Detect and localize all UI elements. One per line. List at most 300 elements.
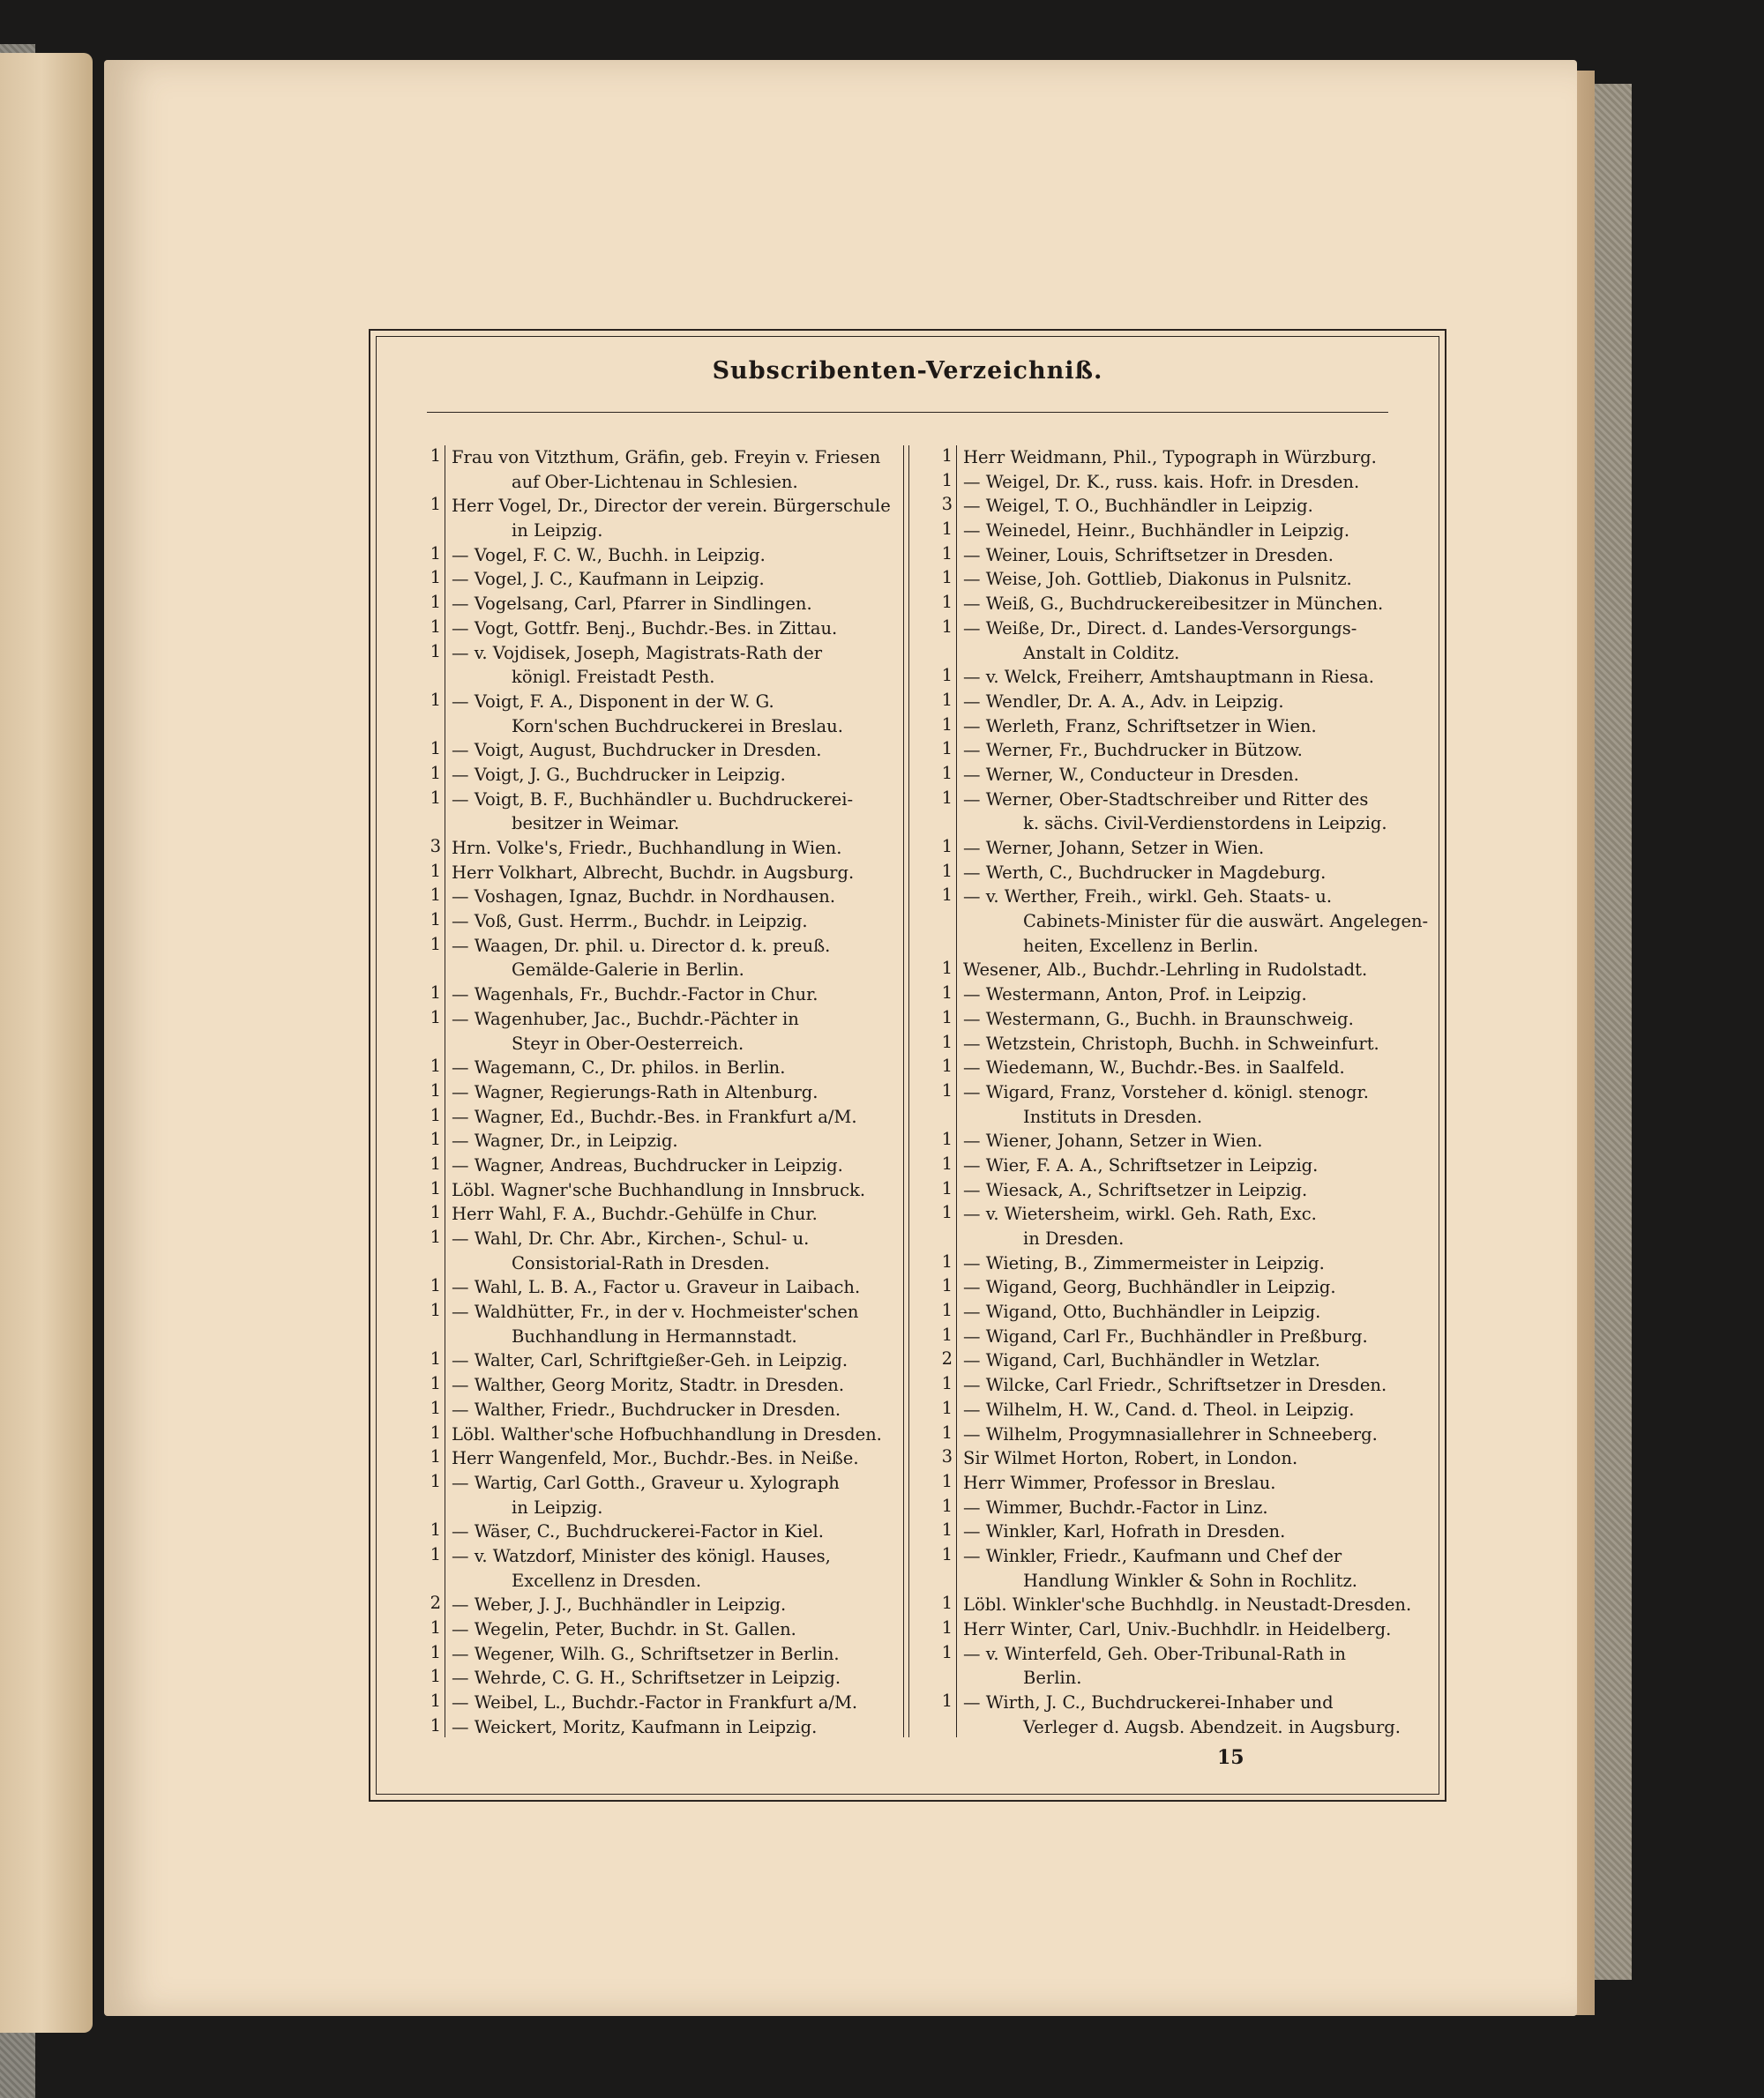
subscriber-text xyxy=(441,1275,875,1300)
subscriber-entry xyxy=(416,885,875,909)
entry-line: — Weickert, Moritz, Kaufmann in Leipzig. xyxy=(452,1716,818,1737)
subscriber-entry xyxy=(928,1300,1404,1325)
subscriber-entry xyxy=(416,1105,875,1130)
subscriber-entry xyxy=(416,1227,875,1275)
copies-count: 1 xyxy=(430,616,441,637)
entry-line: — Wilcke, Carl Friedr., Schriftsetzer in Dresden. xyxy=(963,1375,1387,1396)
entry-line: Herr Winter, Carl, Univ.-Buchhdlr. in Heidelberg. xyxy=(963,1619,1392,1639)
copies-count: 1 xyxy=(430,1714,441,1736)
subscriber-entry xyxy=(928,1251,1404,1276)
copies-count: 1 xyxy=(941,1153,953,1174)
entry-line: — Werner, W., Conducteur in Dresden. xyxy=(963,764,1299,785)
subscriber-text xyxy=(441,1666,875,1691)
subscriber-text xyxy=(441,1373,875,1398)
subscriber-text xyxy=(441,1080,875,1105)
subscriber-entry xyxy=(416,982,875,1007)
subscriber-entry xyxy=(928,1056,1404,1080)
subscriber-text xyxy=(953,1178,1404,1203)
subscriber-text xyxy=(953,1032,1404,1056)
subscriber-entry xyxy=(928,1544,1404,1593)
copies-count: 1 xyxy=(430,1104,441,1125)
copies-count: 1 xyxy=(430,1153,441,1174)
subscriber-text xyxy=(441,1544,875,1593)
entry-line: — Vogel, F. C. W., Buchh. in Leipzig. xyxy=(452,544,766,565)
subscriber-text xyxy=(441,982,875,1007)
subscriber-entry xyxy=(416,1519,875,1544)
subscriber-entry xyxy=(928,1129,1404,1154)
subscriber-entry xyxy=(928,1398,1404,1422)
subscriber-entry xyxy=(928,1348,1404,1373)
entry-continuation-line: Buchhandlung in Hermannstadt. xyxy=(512,1325,797,1347)
entry-line: — Winkler, Karl, Hofrath in Dresden. xyxy=(963,1521,1286,1542)
copies-count: 1 xyxy=(941,1495,953,1516)
subscriber-text xyxy=(441,641,875,690)
subscriber-text xyxy=(953,738,1404,763)
copies-count: 1 xyxy=(430,738,441,759)
entry-line: — v. Welck, Freiherr, Amtshauptmann in Riesa. xyxy=(963,667,1374,688)
subscriber-entry xyxy=(928,494,1404,519)
entry-line: — Walter, Carl, Schriftgießer-Geh. in Leipzig. xyxy=(452,1350,848,1371)
column-divider-rule-2 xyxy=(908,445,909,1737)
copies-count: 1 xyxy=(430,1300,441,1321)
entry-line: — Wirth, J. C., Buchdruckerei-Inhaber und xyxy=(963,1692,1334,1713)
copies-count: 1 xyxy=(430,1422,441,1443)
subscriber-entry xyxy=(416,1544,875,1593)
subscriber-entry xyxy=(416,1007,875,1056)
copies-count: 1 xyxy=(941,469,953,490)
entry-continuation-line: Anstalt in Colditz. xyxy=(1023,642,1180,663)
subscriber-text xyxy=(953,1007,1404,1032)
entry-line: Hrn. Volke's, Friedr., Buchhandlung in Wien. xyxy=(452,838,842,858)
copies-count: 1 xyxy=(941,592,953,613)
subscriber-text xyxy=(441,1715,875,1740)
copies-count: 1 xyxy=(941,885,953,906)
entry-line: — Wagner, Regierungs-Rath in Altenburg. xyxy=(452,1081,818,1102)
subscriber-entry xyxy=(928,665,1404,690)
subscriber-entry xyxy=(928,567,1404,592)
subscriber-entry xyxy=(928,1496,1404,1520)
subscriber-entry xyxy=(928,1519,1404,1544)
subscriber-entry xyxy=(928,861,1404,885)
copies-count: 1 xyxy=(941,836,953,856)
entry-line: Sir Wilmet Horton, Robert, in London. xyxy=(963,1448,1298,1469)
subscriber-entry xyxy=(928,836,1404,861)
subscriber-text xyxy=(953,494,1404,519)
subscriber-text xyxy=(953,1691,1404,1739)
subscriber-text xyxy=(441,1227,875,1275)
subscriber-entry xyxy=(416,445,881,494)
entry-line: — Wilhelm, Progymnasiallehrer in Schneeberg. xyxy=(963,1423,1378,1445)
subscriber-text xyxy=(441,567,875,592)
entry-continuation-line: k. sächs. Civil-Verdienstordens in Leipzig. xyxy=(1023,813,1387,834)
subscriber-text xyxy=(953,1617,1404,1642)
entry-line: — Wagner, Dr., in Leipzig. xyxy=(452,1131,678,1152)
copies-count: 1 xyxy=(430,1348,441,1370)
entry-line: — Weibel, L., Buchdr.-Factor in Frankfurt a/M. xyxy=(452,1692,858,1713)
entry-line: — Werner, Johann, Setzer in Wien. xyxy=(963,838,1265,858)
subscriber-text xyxy=(441,1007,875,1056)
subscriber-entry xyxy=(416,616,875,641)
subscriber-entry xyxy=(416,788,875,836)
entry-line: — Voigt, J. G., Buchdrucker in Leipzig. xyxy=(452,764,786,785)
entry-line: — Vogt, Gottfr. Benj., Buchdr.-Bes. in Zittau. xyxy=(452,617,838,638)
subscriber-text xyxy=(441,934,875,982)
copies-count: 1 xyxy=(430,445,441,466)
subscriber-text xyxy=(441,763,875,788)
entry-continuation-line: in Leipzig. xyxy=(512,1497,603,1518)
copies-count: 1 xyxy=(941,1031,953,1052)
copies-count: 1 xyxy=(430,762,441,783)
copies-count: 2 xyxy=(430,1593,441,1614)
subscriber-entry xyxy=(928,1617,1404,1642)
entry-line: — Wetzstein, Christoph, Buchh. in Schweinfurt. xyxy=(963,1033,1379,1054)
subscriber-text xyxy=(441,738,875,763)
page-title: Subscribenten-Verzeichniß. xyxy=(712,357,1103,385)
subscriber-text xyxy=(441,1348,875,1373)
subscriber-text xyxy=(953,1373,1404,1398)
subscriber-entry xyxy=(416,543,875,568)
copies-count: 1 xyxy=(941,519,953,540)
copies-count: 1 xyxy=(430,933,441,954)
copies-count: 1 xyxy=(941,1275,953,1296)
copies-count: 1 xyxy=(430,494,441,515)
copies-count: 1 xyxy=(430,1691,441,1712)
subscriber-entry xyxy=(416,1300,875,1348)
copies-count: 2 xyxy=(941,1348,953,1370)
subscriber-entry xyxy=(928,788,1404,836)
entry-line: — Wagner, Ed., Buchdr.-Bes. in Frankfurt a/M. xyxy=(452,1106,857,1127)
subscriber-text xyxy=(953,1080,1404,1129)
subscriber-text xyxy=(953,788,1404,836)
page-number: 15 xyxy=(1217,1746,1245,1769)
copies-count: 1 xyxy=(941,738,953,759)
subscriber-text xyxy=(441,616,875,641)
subscriber-text xyxy=(441,592,875,616)
subscriber-entry xyxy=(416,494,891,542)
entry-line: — Walther, Friedr., Buchdrucker in Dresden. xyxy=(452,1399,841,1420)
copies-count: 1 xyxy=(941,1422,953,1443)
subscriber-text xyxy=(953,1251,1404,1276)
copies-count: 1 xyxy=(430,1079,441,1101)
subscriber-entry xyxy=(928,885,1429,958)
entry-line: — Vogelsang, Carl, Pfarrer in Sindlingen. xyxy=(452,594,812,615)
entry-line: — Werner, Fr., Buchdrucker in Bützow. xyxy=(963,740,1303,761)
subscriber-text xyxy=(441,1202,875,1227)
subscriber-text xyxy=(953,861,1404,885)
subscriber-text xyxy=(953,836,1404,861)
entry-line: — Wagemann, C., Dr. philos. in Berlin. xyxy=(452,1057,786,1079)
copies-count: 1 xyxy=(941,1373,953,1394)
entry-line: Wesener, Alb., Buchdr.-Lehrling in Rudolstadt. xyxy=(963,959,1368,981)
entry-line: — Wiener, Johann, Setzer in Wien. xyxy=(963,1131,1263,1152)
entry-continuation-line: heiten, Excellenz in Berlin. xyxy=(1023,935,1259,956)
text-frame xyxy=(369,329,1446,1802)
copies-count: 1 xyxy=(941,787,953,808)
entry-line: — Wartig, Carl Gotth., Graveur u. Xylograph xyxy=(452,1472,840,1493)
subscriber-text xyxy=(441,1642,875,1667)
subscriber-column-left xyxy=(416,445,891,1739)
entry-line: — v. Werther, Freih., wirkl. Geh. Staats- u. xyxy=(963,886,1333,907)
subscriber-entry xyxy=(416,836,875,861)
subscriber-text xyxy=(953,1398,1404,1422)
copies-count: 1 xyxy=(430,1617,441,1638)
copies-count: 1 xyxy=(941,1324,953,1345)
subscriber-text xyxy=(953,1129,1404,1154)
copies-count: 1 xyxy=(430,689,441,710)
entry-line: — Wigand, Carl, Buchhändler in Wetzlar. xyxy=(963,1350,1320,1371)
subscriber-text xyxy=(953,1544,1404,1593)
subscriber-text xyxy=(953,1642,1404,1691)
copies-count: 1 xyxy=(941,1177,953,1198)
subscriber-text xyxy=(953,1519,1404,1544)
subscriber-entry xyxy=(928,543,1404,568)
subscriber-text xyxy=(441,1105,875,1130)
subscriber-entry xyxy=(928,958,1404,982)
subscriber-text xyxy=(953,1300,1404,1325)
subscriber-text xyxy=(953,690,1404,714)
entry-continuation-line: in Dresden. xyxy=(1023,1228,1125,1249)
copies-count: 3 xyxy=(430,836,441,856)
entry-line: — Weiße, Dr., Direct. d. Landes-Versorgungs- xyxy=(963,617,1357,638)
entry-line: — Wehrde, C. G. H., Schriftsetzer in Leipzig. xyxy=(452,1668,841,1689)
subscriber-entry xyxy=(416,1642,875,1667)
subscriber-text xyxy=(441,1300,875,1348)
copies-count: 1 xyxy=(430,787,441,808)
copies-count: 1 xyxy=(430,1006,441,1027)
copies-count: 1 xyxy=(941,958,953,979)
subscriber-text xyxy=(441,543,875,568)
entry-continuation-line: Instituts in Dresden. xyxy=(1023,1106,1203,1127)
copies-count: 1 xyxy=(941,1079,953,1101)
copies-count: 1 xyxy=(941,1202,953,1223)
entry-line: — Voß, Gust. Herrm., Buchdr. in Leipzig. xyxy=(452,911,808,932)
subscriber-entry xyxy=(416,1398,875,1422)
copies-count: 3 xyxy=(941,1446,953,1467)
subscriber-text xyxy=(441,1056,875,1080)
subscriber-text xyxy=(441,445,880,494)
copies-count: 1 xyxy=(941,1519,953,1541)
copies-count: 1 xyxy=(430,1177,441,1198)
subscriber-entry xyxy=(416,1348,875,1373)
column-divider-rule xyxy=(903,445,904,1737)
subscriber-text xyxy=(441,909,875,934)
subscriber-entry xyxy=(416,592,875,616)
subscriber-text xyxy=(953,1593,1411,1617)
subscriber-text xyxy=(953,1471,1404,1496)
copies-count: 1 xyxy=(941,982,953,1004)
entry-continuation-line: Cabinets-Minister für die auswärt. Angelegen- xyxy=(1023,911,1429,932)
subscriber-entry xyxy=(416,861,875,885)
entry-line: — Wigand, Georg, Buchhändler in Leipzig. xyxy=(963,1277,1336,1298)
subscriber-text xyxy=(953,1154,1404,1178)
entry-line: — Wegener, Wilh. G., Schriftsetzer in Berlin. xyxy=(452,1643,840,1664)
copies-count: 1 xyxy=(430,592,441,613)
subscriber-entry xyxy=(928,714,1404,739)
subscriber-entry xyxy=(416,1593,875,1617)
entry-line: — Weise, Joh. Gottlieb, Diakonus in Pulsnitz. xyxy=(963,569,1352,590)
copies-count: 1 xyxy=(941,1543,953,1564)
copies-count: 1 xyxy=(941,1129,953,1150)
subscriber-text xyxy=(953,470,1404,495)
subscriber-entry xyxy=(928,1691,1404,1739)
entry-continuation-line: besitzer in Weimar. xyxy=(512,813,680,834)
subscriber-text xyxy=(441,1178,875,1203)
subscriber-text xyxy=(953,1056,1404,1080)
entry-line: — v. Watzdorf, Minister des königl. Hauses, xyxy=(452,1545,831,1566)
copies-count: 1 xyxy=(430,1129,441,1150)
entry-line: — Wäser, C., Buchdruckerei-Factor in Kiel. xyxy=(452,1521,824,1542)
subscriber-text xyxy=(953,543,1404,568)
entry-line: — Wigard, Franz, Vorsteher d. königl. stenogr. xyxy=(963,1081,1369,1102)
entry-line: Löbl. Wagner'sche Buchhandlung in Innsbruck. xyxy=(452,1179,866,1200)
entry-continuation-line: Korn'schen Buchdruckerei in Breslau. xyxy=(512,715,843,736)
copies-count: 1 xyxy=(430,1227,441,1247)
copies-count: 1 xyxy=(430,640,441,661)
subscriber-text xyxy=(953,519,1404,543)
copies-count: 1 xyxy=(941,1397,953,1418)
subscriber-entry xyxy=(416,1715,875,1740)
subscriber-entry xyxy=(416,690,875,738)
entry-line: Löbl. Walther'sche Hofbuchhandlung in Dresden. xyxy=(452,1423,882,1445)
entry-continuation-line: Excellenz in Dresden. xyxy=(512,1570,702,1591)
entry-line: Herr Weidmann, Phil., Typograph in Würzburg. xyxy=(963,447,1377,467)
entry-line: — Wagner, Andreas, Buchdrucker in Leipzig. xyxy=(452,1154,843,1176)
subscriber-entry xyxy=(416,1178,875,1203)
entry-line: — Wigand, Otto, Buchhändler in Leipzig. xyxy=(963,1302,1321,1323)
subscriber-entry xyxy=(928,1032,1404,1056)
entry-continuation-line: Consistorial-Rath in Dresden. xyxy=(512,1252,770,1273)
copies-count: 1 xyxy=(430,1446,441,1467)
copies-count: 1 xyxy=(941,1641,953,1662)
entry-continuation-line: in Leipzig. xyxy=(512,520,603,541)
copies-count: 1 xyxy=(941,665,953,686)
copies-count: 1 xyxy=(430,542,441,564)
copies-count: 1 xyxy=(430,1666,441,1687)
copies-count: 1 xyxy=(941,713,953,735)
copies-count: 1 xyxy=(941,1006,953,1027)
entry-line: — Weinedel, Heinr., Buchhändler in Leipzig. xyxy=(963,520,1350,541)
subscriber-entry xyxy=(416,1080,875,1105)
copies-count: 1 xyxy=(941,1617,953,1638)
entry-line: — Werleth, Franz, Schriftsetzer in Wien. xyxy=(963,715,1317,736)
subscriber-text xyxy=(441,1398,875,1422)
subscriber-text xyxy=(441,690,875,738)
subscriber-entry xyxy=(416,1056,875,1080)
copies-count: 1 xyxy=(430,860,441,881)
entry-line: — Wigand, Carl Fr., Buchhändler in Preßburg. xyxy=(963,1325,1368,1347)
subscriber-entry xyxy=(416,763,875,788)
subscriber-text xyxy=(441,1593,875,1617)
entry-line: — Wilhelm, H. W., Cand. d. Theol. in Leipzig. xyxy=(963,1399,1355,1420)
entry-line: — Voigt, B. F., Buchhändler u. Buchdruckerei- xyxy=(452,788,854,810)
entry-continuation-line: Berlin. xyxy=(1023,1668,1082,1689)
entry-line: Herr Wangenfeld, Mor., Buchdr.-Bes. in Neiße. xyxy=(452,1448,859,1469)
subscriber-entry xyxy=(416,738,875,763)
subscriber-entry xyxy=(416,1373,875,1398)
subscriber-entry xyxy=(416,1202,875,1227)
entry-line: — v. Winterfeld, Geh. Ober-Tribunal-Rath in xyxy=(963,1643,1346,1664)
title-rule xyxy=(427,412,1388,413)
entry-line: — Weigel, Dr. K., russ. kais. Hofr. in Dresden. xyxy=(963,471,1360,492)
subscriber-text xyxy=(953,1275,1404,1300)
entry-line: Herr Wahl, F. A., Buchdr.-Gehülfe in Chur. xyxy=(452,1204,818,1225)
copies-count: 1 xyxy=(941,860,953,881)
subscriber-text xyxy=(953,1422,1404,1447)
entry-line: — Weiß, G., Buchdruckereibesitzer in München. xyxy=(963,594,1384,615)
subscriber-text xyxy=(953,567,1404,592)
subscriber-text xyxy=(441,1519,875,1544)
entry-line: — Vogel, J. C., Kaufmann in Leipzig. xyxy=(452,569,765,590)
copies-count: 1 xyxy=(430,909,441,930)
subscriber-text xyxy=(953,982,1404,1007)
entry-line: — Voshagen, Ignaz, Buchdr. in Nordhausen. xyxy=(452,886,836,907)
facing-page-edge xyxy=(0,53,93,2033)
subscriber-entry xyxy=(928,1446,1404,1471)
subscriber-text xyxy=(441,861,875,885)
entry-line: Frau von Vitzthum, Gräfin, geb. Freyin v. Friesen xyxy=(452,447,881,467)
subscriber-entry xyxy=(928,690,1404,714)
subscriber-entry xyxy=(928,445,1404,470)
copies-count: 1 xyxy=(941,1470,953,1491)
entry-line: — Voigt, August, Buchdrucker in Dresden. xyxy=(452,740,822,761)
subscriber-entry xyxy=(928,982,1404,1007)
subscriber-entry xyxy=(416,909,875,934)
entry-line: Herr Volkhart, Albrecht, Buchdr. in Augsburg. xyxy=(452,862,855,883)
subscriber-entry xyxy=(416,1275,875,1300)
subscriber-entry xyxy=(928,1593,1412,1617)
subscriber-text xyxy=(953,1348,1404,1373)
entry-line: — Wieting, B., Zimmermeister in Leipzig. xyxy=(963,1252,1325,1273)
subscriber-entry xyxy=(928,1275,1404,1300)
subscriber-text xyxy=(953,616,1404,665)
subscriber-text xyxy=(441,1691,875,1715)
entry-line: — Wiedemann, W., Buchdr.-Bes. in Saalfeld. xyxy=(963,1057,1345,1079)
subscriber-text xyxy=(953,885,1428,958)
subscriber-entry xyxy=(928,1471,1404,1496)
copies-count: 1 xyxy=(941,567,953,588)
subscriber-entry xyxy=(416,1422,882,1447)
entry-line: — Wier, F. A. A., Schriftsetzer in Leipzig. xyxy=(963,1154,1319,1176)
subscriber-entry xyxy=(928,1422,1404,1447)
entry-line: — Waagen, Dr. phil. u. Director d. k. preuß. xyxy=(452,935,831,956)
subscriber-text xyxy=(953,1446,1404,1471)
subscriber-text xyxy=(441,1129,875,1154)
subscriber-text xyxy=(953,763,1404,788)
copies-count: 1 xyxy=(430,1641,441,1662)
entry-line: — Weiner, Louis, Schriftsetzer in Dresden. xyxy=(963,544,1334,565)
subscriber-entry xyxy=(416,1129,875,1154)
subscriber-entry xyxy=(928,738,1404,763)
copies-count: 1 xyxy=(430,1519,441,1541)
subscriber-entry xyxy=(416,1617,875,1642)
subscriber-entry xyxy=(416,1154,875,1178)
subscriber-entry xyxy=(928,1154,1404,1178)
subscriber-text xyxy=(953,665,1404,690)
subscriber-entry xyxy=(928,519,1404,543)
entry-line: Herr Vogel, Dr., Director der verein. Bürgerschule xyxy=(452,496,891,517)
copies-count: 1 xyxy=(430,1373,441,1394)
subscriber-text xyxy=(441,1617,875,1642)
entry-continuation-line: Handlung Winkler & Sohn in Rochlitz. xyxy=(1023,1570,1357,1591)
subscriber-entry xyxy=(416,567,875,592)
copies-count: 1 xyxy=(430,567,441,588)
copies-count: 3 xyxy=(941,494,953,515)
subscriber-entry xyxy=(928,1080,1404,1129)
subscriber-entry xyxy=(928,1373,1404,1398)
entry-continuation-line: königl. Freistadt Pesth. xyxy=(512,667,715,688)
entry-continuation-line: auf Ober-Lichtenau in Schlesien. xyxy=(512,471,798,492)
copies-count: 1 xyxy=(941,542,953,564)
